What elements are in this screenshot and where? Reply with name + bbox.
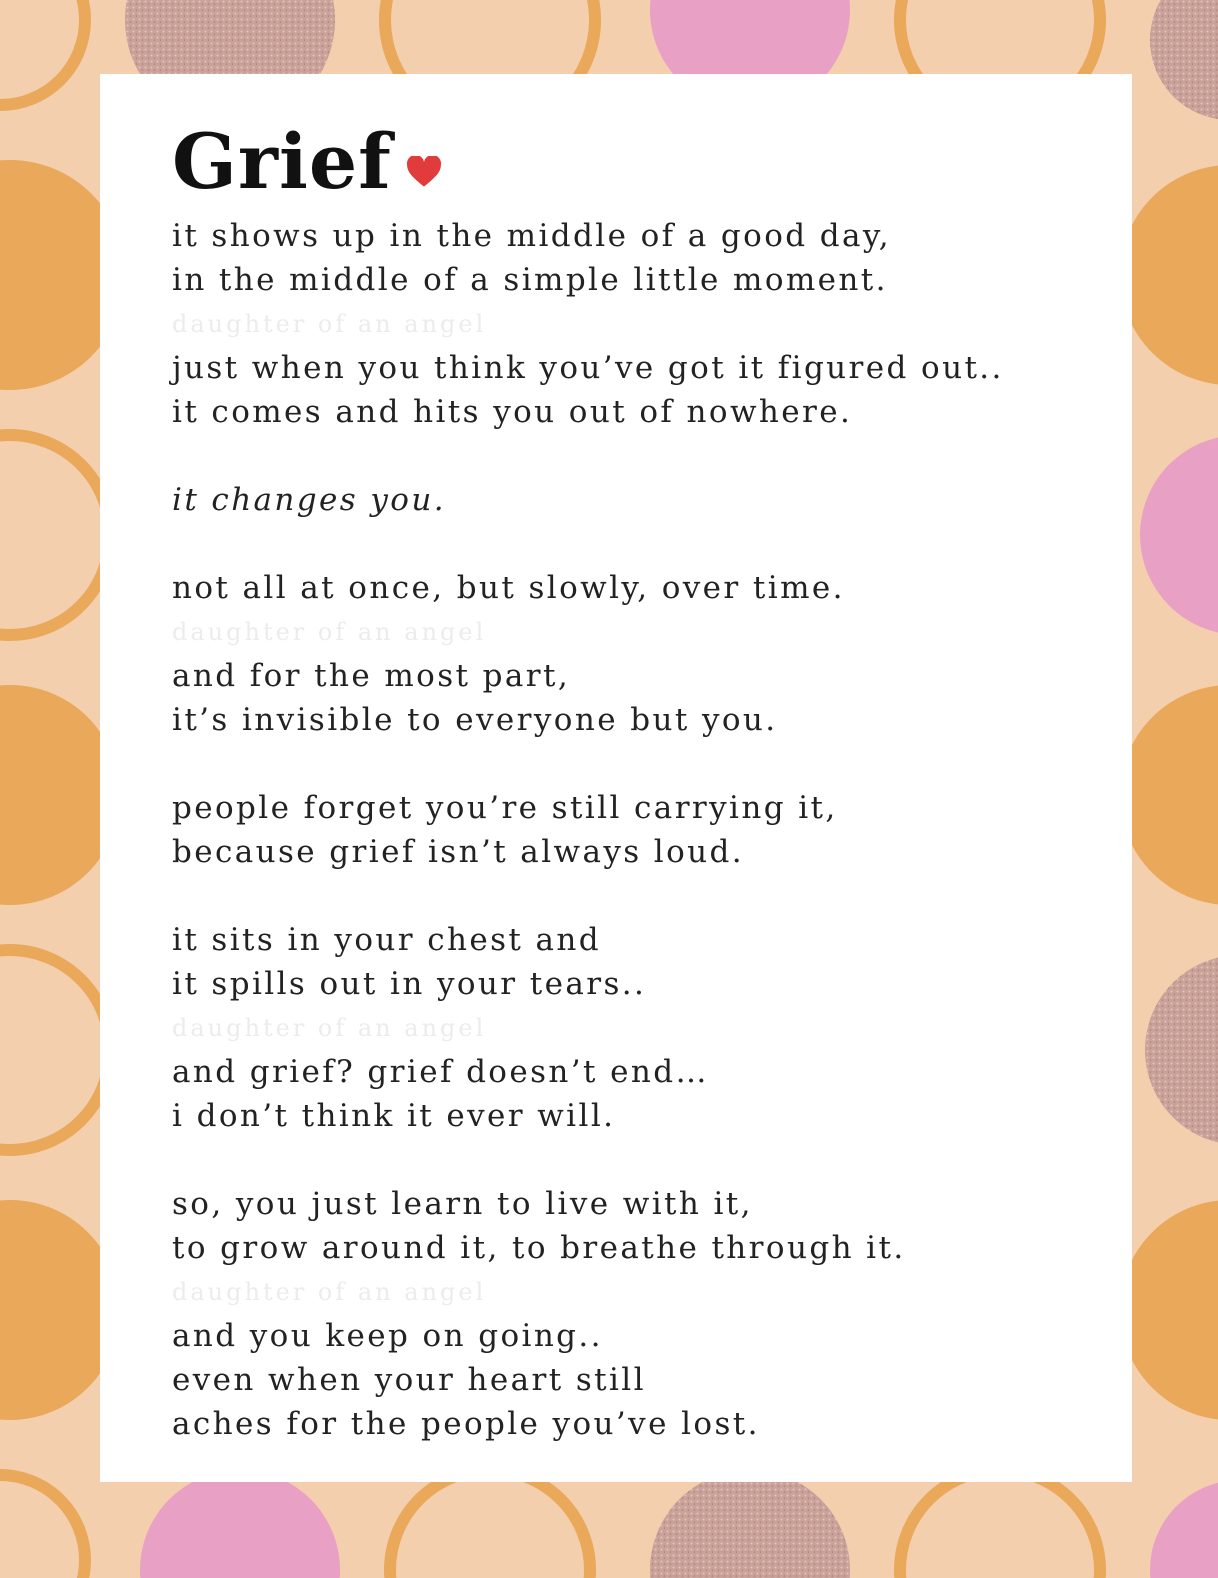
glitter-dot-decoration bbox=[650, 1470, 850, 1578]
pink-dot-decoration bbox=[1140, 435, 1218, 635]
poem-line: and grief? grief doesn’t end… bbox=[172, 1054, 709, 1090]
poem-line: it comes and hits you out of nowhere. bbox=[172, 394, 853, 430]
glitter-dot-decoration bbox=[1150, 0, 1218, 120]
poem-line: it changes you. bbox=[172, 482, 446, 518]
poem-line: to grow around it, to breathe through it. bbox=[172, 1230, 906, 1266]
poem-line: people forget you’re still carrying it, bbox=[172, 790, 838, 826]
poem-line: and you keep on going.. bbox=[172, 1318, 603, 1354]
watermark-text: daughter of an angel bbox=[172, 1014, 487, 1042]
watermark-text: daughter of an angel bbox=[172, 1278, 487, 1306]
stanza-gap bbox=[172, 522, 1112, 566]
pink-dot-decoration bbox=[1150, 1480, 1218, 1578]
ring-decoration bbox=[0, 435, 110, 635]
stanza-gap bbox=[172, 874, 1112, 918]
poem-line: just when you think you’ve got it figured out.. bbox=[172, 350, 1004, 386]
poem-line: it spills out in your tears.. bbox=[172, 966, 647, 1002]
poem-title: Grief bbox=[172, 117, 392, 206]
ring-decoration bbox=[0, 0, 85, 105]
ring-decoration bbox=[0, 950, 110, 1150]
watermark-text: daughter of an angel bbox=[172, 310, 487, 338]
orange-dot-decoration bbox=[1120, 1200, 1218, 1420]
poem-line: so, you just learn to live with it, bbox=[172, 1186, 753, 1222]
poem-line: it’s invisible to everyone but you. bbox=[172, 702, 778, 738]
poem-line: aches for the people you’ve lost. bbox=[172, 1406, 760, 1442]
poem-line: in the middle of a simple little moment. bbox=[172, 262, 888, 298]
poem-line: even when your heart still bbox=[172, 1362, 646, 1398]
ring-decoration bbox=[0, 1475, 85, 1578]
poem-line: and for the most part, bbox=[172, 658, 571, 694]
poem-line: it shows up in the middle of a good day, bbox=[172, 218, 891, 254]
poem-body bbox=[172, 214, 1112, 1446]
stanza-gap bbox=[172, 434, 1112, 478]
poem-card bbox=[100, 74, 1132, 1482]
title-row bbox=[172, 110, 442, 206]
stanza-gap bbox=[172, 742, 1112, 786]
poem-line: it sits in your chest and bbox=[172, 922, 602, 958]
watermark-text: daughter of an angel bbox=[172, 618, 487, 646]
glitter-dot-decoration bbox=[1145, 955, 1218, 1145]
orange-dot-decoration bbox=[1120, 165, 1218, 385]
heart-icon bbox=[406, 156, 442, 188]
ring-decoration bbox=[390, 1470, 590, 1578]
stanza-gap bbox=[172, 1138, 1112, 1182]
poem-line: because grief isn’t always loud. bbox=[172, 834, 745, 870]
poem-line: not all at once, but slowly, over time. bbox=[172, 570, 845, 606]
poem-line: i don’t think it ever will. bbox=[172, 1098, 616, 1134]
pink-dot-decoration bbox=[140, 1470, 340, 1578]
ring-decoration bbox=[900, 1470, 1100, 1578]
orange-dot-decoration bbox=[1120, 685, 1218, 905]
